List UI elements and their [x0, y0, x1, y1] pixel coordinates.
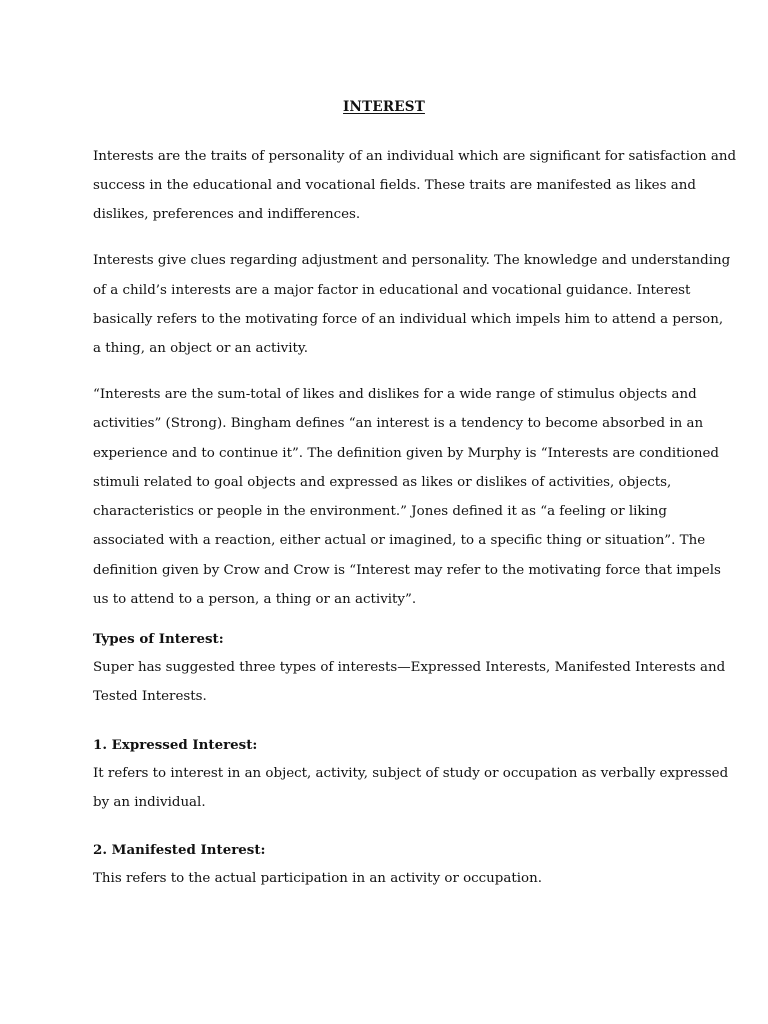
- manifested-interest-line: This refers to the actual participation in an activity or occupation.: [93, 871, 542, 886]
- paragraph-3-line: associated with a reaction, either actual or imagined, to a specific thing or situation”. The: [93, 533, 706, 548]
- paragraph-3-line: characteristics or people in the environment.” Jones defined it as “a feeling or liking: [93, 504, 668, 519]
- types-heading: Types of Interest:: [93, 631, 224, 647]
- paragraph-3-line: definition given by Crow and Crow is “Interest may refer to the motivating force that impels: [93, 563, 721, 578]
- paragraph-3-line: us to attend to a person, a thing or an activity”.: [93, 592, 417, 607]
- paragraph-2-line: of a child’s interests are a major factor in educational and vocational guidance. Interest: [93, 283, 691, 298]
- paragraph-1-line: success in the educational and vocational fields. These traits are manifested as likes and: [93, 178, 696, 193]
- paragraph-3-line: activities” (Strong). Bingham defines “an interest is a tendency to become absorbed in an: [93, 416, 704, 431]
- types-text-line: Super has suggested three types of interests—Expressed Interests, Manifested Interests and: [93, 660, 726, 675]
- manifested-interest-heading: 2. Manifested Interest:: [93, 842, 266, 858]
- paragraph-3-line: experience and to continue it”. The definition given by Murphy is “Interests are conditioned: [93, 446, 720, 461]
- paragraph-2-line: Interests give clues regarding adjustment and personality. The knowledge and understanding: [93, 253, 731, 268]
- expressed-interest-line: by an individual.: [93, 795, 206, 810]
- paragraph-2-line: a thing, an object or an activity.: [93, 341, 308, 356]
- paragraph-3-line: “Interests are the sum-total of likes and dislikes for a wide range of stimulus objects and: [93, 387, 697, 402]
- paragraph-3-line: stimuli related to goal objects and expressed as likes or dislikes of activities, objects,: [93, 475, 672, 490]
- paragraph-2-line: basically refers to the motivating force of an individual which impels him to attend a person,: [93, 312, 724, 327]
- paragraph-1-line: Interests are the traits of personality of an individual which are significant for satisfaction and: [93, 149, 737, 164]
- types-text-line: Tested Interests.: [93, 689, 207, 704]
- paragraph-1-line: dislikes, preferences and indifferences.: [93, 207, 361, 222]
- expressed-interest-line: It refers to interest in an object, activity, subject of study or occupation as verbally expressed: [93, 766, 729, 781]
- document-title: INTEREST: [343, 99, 425, 115]
- expressed-interest-heading: 1. Expressed Interest:: [93, 737, 258, 753]
